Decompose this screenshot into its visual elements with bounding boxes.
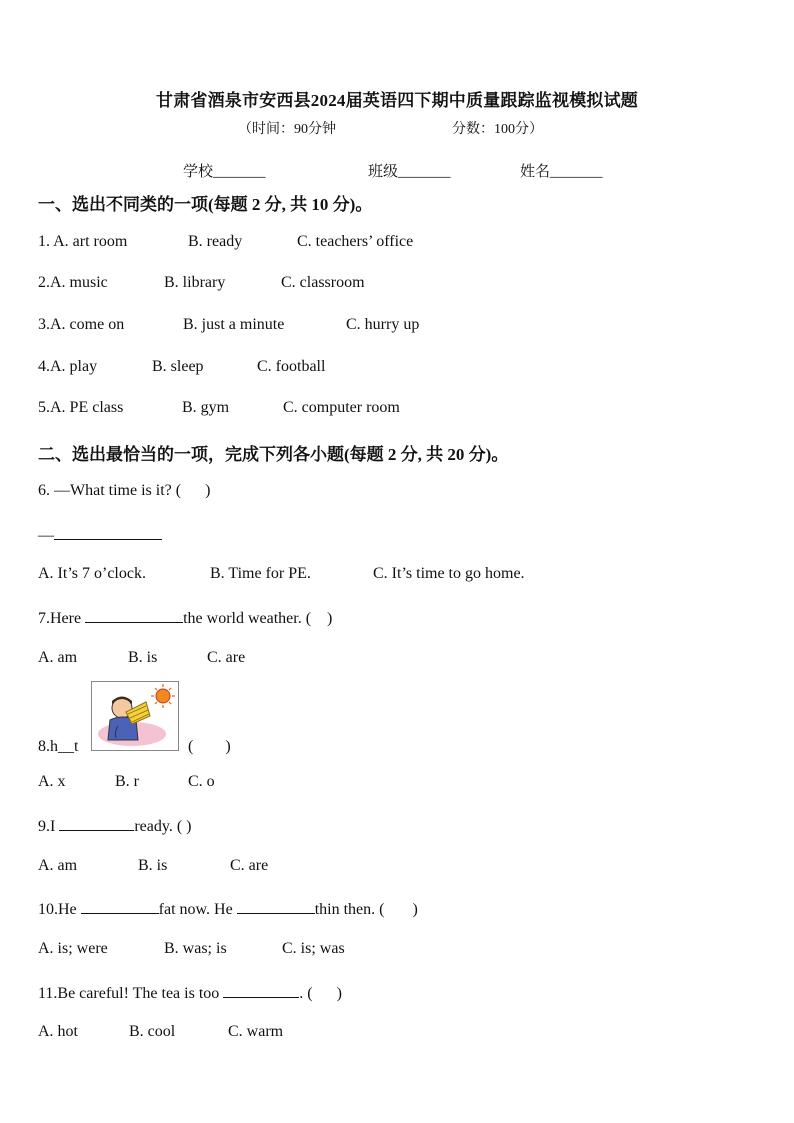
q8-option-b: B. r [115, 773, 139, 790]
q6-dash: — [38, 527, 54, 544]
hot-weather-illustration [92, 682, 178, 750]
q6-stem: 6. —What time is it? ( ) [38, 482, 211, 499]
q3-option-b: B. just a minute [183, 316, 285, 333]
q10-blank-2 [237, 898, 315, 914]
q10-option-c: C. is; was [282, 940, 345, 957]
q11-option-c: C. warm [228, 1023, 284, 1040]
q4-option-c: C. football [257, 358, 326, 375]
q5-option-b: B. gym [182, 399, 230, 416]
q10-blank-1 [81, 898, 159, 914]
q11-option-b: B. cool [129, 1023, 176, 1040]
q9-blank [59, 815, 134, 831]
q2-option-c: C. classroom [281, 274, 365, 291]
section-1-heading: 一、选出不同类的一项(每题 2 分, 共 10 分)。 [38, 195, 373, 214]
q9-stem-a: 9.I [38, 818, 60, 835]
q10-stem-a: 10.He [38, 901, 81, 918]
q6-answer-line [38, 524, 162, 545]
q11-blank [223, 982, 299, 998]
q1-option-b: B. ready [188, 233, 243, 250]
class-field: 班级_______ [368, 164, 451, 180]
exam-title: 甘肃省酒泉市安西县2024届英语四下期中质量跟踪监视模拟试题 [156, 91, 638, 110]
q1-option-a: 1. A. art room [38, 233, 128, 250]
q11-stem-a: 11.Be careful! The tea is too [38, 985, 224, 1002]
exam-time: （时间：90分钟 [238, 122, 336, 137]
q4-option-a: 4.A. play [38, 358, 98, 375]
q6-blank [54, 524, 162, 540]
q8-stem: 8.h__t [38, 738, 79, 755]
q8-paren: ( ) [188, 738, 231, 755]
q1-option-c: C. teachers’ office [297, 233, 414, 250]
q5-option-c: C. computer room [283, 399, 400, 416]
hot-boy-picture [91, 681, 179, 751]
q7-stem-b: the world weather. ( ) [183, 610, 333, 627]
q6-option-b: B. Time for PE. [210, 565, 311, 582]
q2-option-a: 2.A. music [38, 274, 108, 291]
q9-option-b: B. is [138, 857, 168, 874]
name-field: 姓名_______ [520, 164, 603, 180]
q11-option-a: A. hot [38, 1023, 78, 1040]
q10-stem-c: thin then. ( ) [314, 901, 418, 918]
q5-option-a: 5.A. PE class [38, 399, 124, 416]
q8-option-a: A. x [38, 773, 66, 790]
q3-option-a: 3.A. come on [38, 316, 125, 333]
q6-option-c: C. It’s time to go home. [373, 565, 525, 582]
q7-option-b: B. is [128, 649, 158, 666]
q4-option-b: B. sleep [152, 358, 204, 375]
q7-blank [85, 607, 183, 623]
q9-option-c: C. are [230, 857, 269, 874]
q10-stem-b: fat now. He [158, 901, 237, 918]
q6-option-a: A. It’s 7 o’clock. [38, 565, 146, 582]
q7-stem [38, 607, 332, 628]
q9-stem [38, 815, 191, 836]
q10-option-b: B. was; is [164, 940, 227, 957]
q7-option-c: C. are [207, 649, 246, 666]
q9-stem-b: ready. ( ) [134, 818, 192, 835]
q11-stem-b: . ( ) [299, 985, 342, 1002]
school-field: 学校_______ [183, 164, 266, 180]
q3-option-c: C. hurry up [346, 316, 420, 333]
q8-option-c: C. o [188, 773, 215, 790]
q2-option-b: B. library [164, 274, 226, 291]
q10-stem [38, 898, 418, 919]
sun-icon [151, 684, 175, 708]
section-2-heading: 二、选出最恰当的一项，完成下列各小题(每题 2 分, 共 20 分)。 [38, 445, 509, 464]
q7-option-a: A. am [38, 649, 78, 666]
q11-stem [38, 982, 342, 1003]
q7-stem-a: 7.Here [38, 610, 86, 627]
q9-option-a: A. am [38, 857, 78, 874]
q10-option-a: A. is; were [38, 940, 108, 957]
exam-score: 分数：100分） [452, 122, 543, 137]
